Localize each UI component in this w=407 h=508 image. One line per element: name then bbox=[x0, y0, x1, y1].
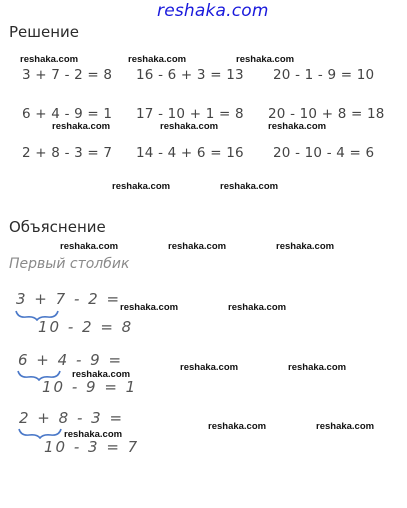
equation: 2 + 8 - 3 = 7 bbox=[22, 145, 113, 161]
equation: 14 - 4 + 6 = 16 bbox=[136, 145, 244, 161]
watermark: reshaka.com bbox=[168, 241, 227, 252]
watermark: reshaka.com bbox=[52, 121, 111, 132]
watermark: reshaka.com bbox=[276, 241, 335, 252]
watermark: reshaka.com bbox=[228, 302, 287, 313]
equation: 20 - 10 - 4 = 6 bbox=[273, 145, 375, 161]
watermark: reshaka.com bbox=[220, 181, 279, 192]
first-column-subtitle: Первый столбик bbox=[9, 256, 130, 272]
watermark: reshaka.com bbox=[268, 121, 327, 132]
solution-heading: Решение bbox=[9, 23, 80, 41]
watermark: reshaka.com bbox=[20, 54, 79, 65]
handwritten-top-line: 3 + 7 - 2 = bbox=[16, 290, 122, 308]
equation: 20 - 10 + 8 = 18 bbox=[268, 106, 385, 122]
watermark: reshaka.com bbox=[208, 421, 267, 432]
watermark: reshaka.com bbox=[128, 54, 187, 65]
equation: 6 + 4 - 9 = 1 bbox=[22, 106, 113, 122]
site-title[interactable]: reshaka.com bbox=[157, 1, 269, 21]
equation: 3 + 7 - 2 = 8 bbox=[22, 67, 113, 83]
equation: 20 - 1 - 9 = 10 bbox=[273, 67, 375, 83]
watermark: reshaka.com bbox=[236, 54, 295, 65]
watermark: reshaka.com bbox=[160, 121, 219, 132]
handwritten-bottom-line: 10 - 9 = 1 bbox=[42, 378, 138, 396]
equation: 17 - 10 + 1 = 8 bbox=[136, 106, 244, 122]
handwritten-bottom-line: 10 - 3 = 7 bbox=[44, 438, 140, 456]
watermark: reshaka.com bbox=[120, 302, 179, 313]
explanation-heading: Объяснение bbox=[9, 218, 106, 236]
handwritten-top-line: 2 + 8 - 3 = bbox=[19, 409, 125, 427]
equation: 16 - 6 + 3 = 13 bbox=[136, 67, 244, 83]
watermark: reshaka.com bbox=[72, 369, 131, 380]
watermark: reshaka.com bbox=[180, 362, 239, 373]
watermark: reshaka.com bbox=[288, 362, 347, 373]
watermark: reshaka.com bbox=[316, 421, 375, 432]
watermark: reshaka.com bbox=[60, 241, 119, 252]
watermark: reshaka.com bbox=[64, 429, 123, 440]
handwritten-bottom-line: 10 - 2 = 8 bbox=[38, 318, 134, 336]
handwritten-top-line: 6 + 4 - 9 = bbox=[18, 351, 124, 369]
watermark: reshaka.com bbox=[112, 181, 171, 192]
